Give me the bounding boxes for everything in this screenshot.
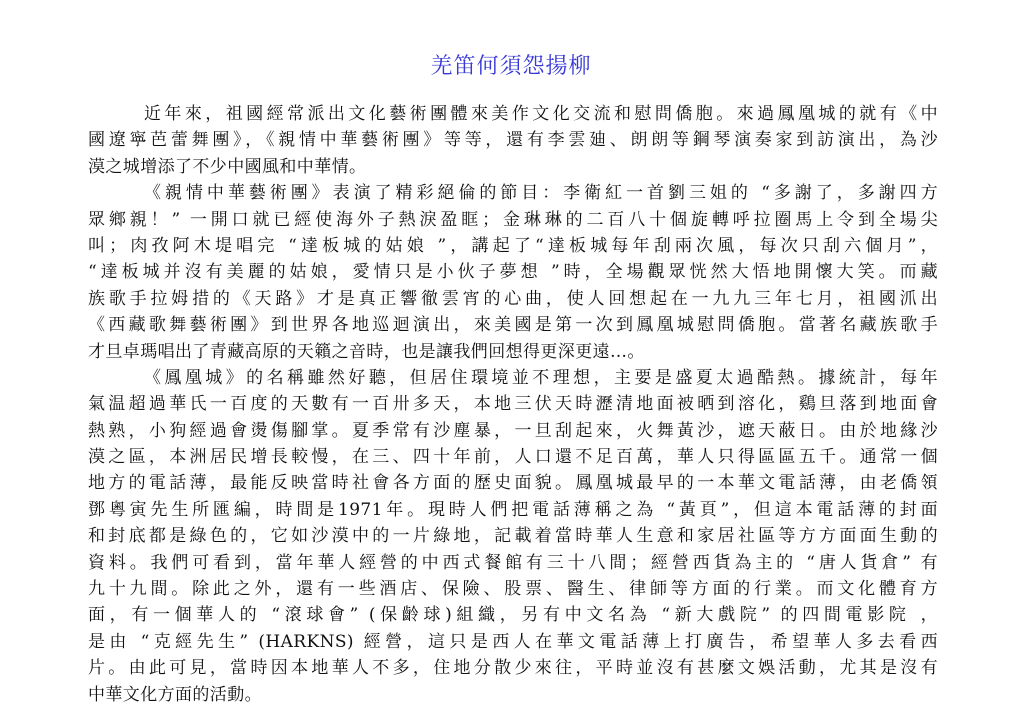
text-line: 眾鄉親！” 一開口就已經使海外子熱淚盈眶；金琳琳的二百八十個旋轉呼拉圈馬上令到全場尖 [88, 209, 938, 230]
text-line: 國遼寧芭蕾舞團》，《親情中華藝術團》等等，還有李雲廸、朗朗等鋼琴演奏家到訪演出，為沙 [88, 130, 938, 151]
text-line: “達板城并沒有美麗的姑娘，愛情只是小伙子夢想 ”時，全場觀眾恍然大悟地開懷大笑。而藏 [88, 262, 938, 283]
text-line: 漠之城增添了不少中國風和中華情。 [88, 156, 367, 177]
document-body [88, 101, 938, 708]
text-line: 九十九間。除此之外，還有一些酒店、保險、股票、醫生、律師等方面的行業。而文化體育方 [88, 579, 938, 600]
text-line: 是由 “克經先生” (HARKNS) 經營，這只是西人在華文電話薄上打廣告，希望華人多去看西 [88, 631, 938, 652]
text-line: 地方的電話薄，最能反映當時社會各方面的歷史面貌。鳳凰城最早的一本華文電話薄，由老僑領 [88, 473, 938, 494]
document-title: 羌笛何須怨揚柳 [430, 54, 592, 79]
text-line: 片。由此可見，當時因本地華人不多，住地分散少來往，平時並沒有甚麼文娛活動，尤其是沒有 [88, 658, 938, 679]
text-line: 叫；肉孜阿木堤唱完 “達板城的姑娘 ”，講起了“達板城每年刮兩次風，每次只刮六個月”， [88, 235, 938, 256]
text-line: 中華文化方面的活動。 [88, 684, 262, 705]
text-line: 氣温超過華氏一百度的天數有一百卅多天，本地三伏天時瀝清地面被晒到溶化，鷄旦落到地面會 [88, 394, 938, 415]
text-line: 資料。我們可看到，當年華人經營的中西式餐館有三十八間；經營西貨為主的 “唐人貨倉” 有 [88, 552, 938, 573]
text-line: 鄧粵寅先生所匯編，時間是1971年。現時人們把電話薄稱之為 “黃頁”，但這本電話薄的封面 [88, 499, 938, 520]
text-line: 和封底都是綠色的，它如沙漠中的一片綠地，記載着當時華人生意和家居社區等方方面面生動的 [88, 526, 938, 547]
text-line: 近年來，祖國經常派出文化藝術團體來美作文化交流和慰問僑胞。來過鳳凰城的就有《中 [144, 104, 938, 124]
text-line: 《西藏歌舞藝術團》到世界各地巡迴演出，來美國是第一次到鳳凰城慰問僑胞。當著名藏族歌手 [88, 315, 938, 336]
text-line: 《親情中華藝術團》表演了精彩絕倫的節目：李衛紅一首劉三姐的 “多謝了，多謝四方 [144, 183, 938, 204]
text-line: 熱熟，小狗經過會燙傷腳掌。夏季常有沙塵暴，一旦刮起來，火舞黃沙，遮天蔽日。由於地緣沙 [88, 420, 938, 441]
text-line: 《鳳凰城》的名稱雖然好聽，但居住環境並不理想，主要是盛夏太過酷熱。據統計，每年 [144, 367, 938, 388]
text-line: 漠之區，本洲居民增長較慢，在三、四十年前，人口還不足百萬，華人只得區區五千。通常一個 [88, 447, 938, 468]
text-line: 面，有一個華人的 “滾球會” (保齡球)組織，另有中文名為 “新大戲院” 的四間電影院 ， [88, 605, 938, 626]
text-line: 族歌手拉姆措的《天路》才是真正響徹雲宵的心曲，使人回想起在一九九三年七月，祖國沠出 [88, 288, 938, 309]
text-line: 才旦卓瑪唱出了青藏高原的天籟之音時，也是讓我們回想得更深更遠…。 [88, 341, 645, 362]
